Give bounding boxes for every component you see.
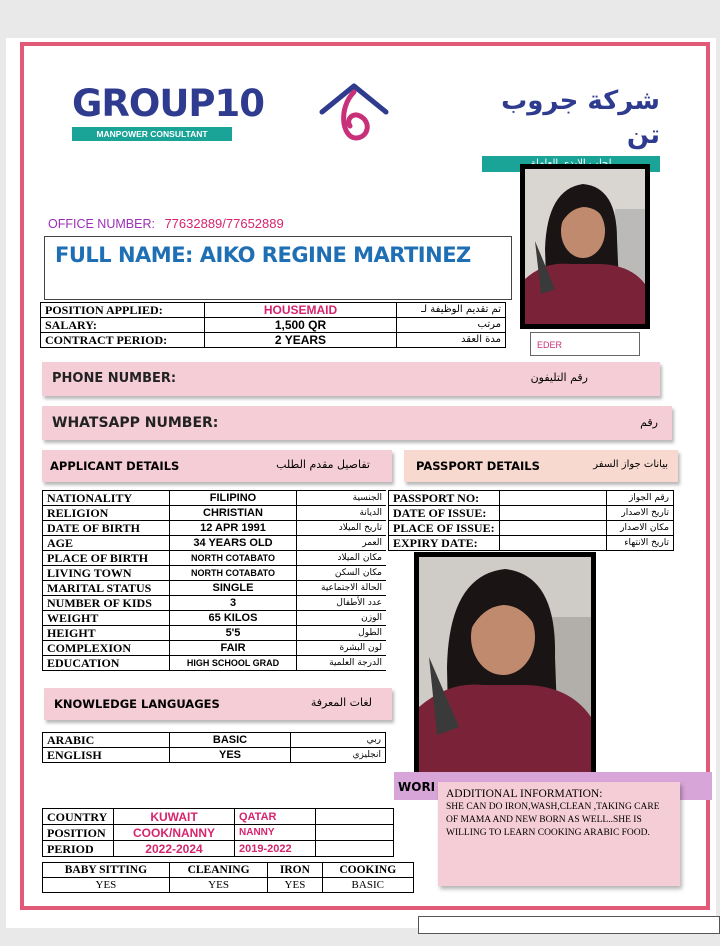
- language-english-ar: انجليزي: [291, 748, 386, 763]
- table-row: [389, 536, 674, 551]
- languages-header: [44, 688, 392, 720]
- additional-info-title: ADDITIONAL INFORMATION:: [446, 788, 603, 800]
- applicant-fullbody-image: [419, 557, 591, 777]
- applicant-value: HIGH SCHOOL GRAD: [170, 656, 297, 671]
- exp-position-1: COOK/NANNY: [114, 825, 235, 841]
- passport-label: EXPIRY DATE:: [389, 536, 500, 551]
- full-name-box: [44, 236, 512, 300]
- skill-iron-label: IRON: [268, 863, 322, 878]
- full-name: FULL NAME: AIKO REGINE MARTINEZ: [55, 243, 471, 267]
- applicant-label: LIVING TOWN: [43, 566, 170, 581]
- applicant-arabic: الوزن: [297, 611, 387, 626]
- language-english-label: ENGLISH: [43, 748, 170, 763]
- stamp-text: EDER: [537, 340, 563, 350]
- exp-empty-cell: [316, 825, 394, 841]
- applicant-arabic: الدرجة العلمية: [297, 656, 387, 671]
- table-row: [43, 733, 386, 748]
- skills-table: [42, 862, 414, 893]
- passport-table: [388, 490, 674, 551]
- applicant-arabic: الحالة الاجتماعية: [297, 581, 387, 596]
- table-row: [43, 641, 387, 656]
- exp-position-2: NANNY: [235, 825, 316, 841]
- applicant-label: DATE OF BIRTH: [43, 521, 170, 536]
- exp-empty-cell: [316, 841, 394, 857]
- applicant-portrait-image: [525, 169, 645, 324]
- table-row: [43, 491, 387, 506]
- applicant-details-arabic: تفاصيل مقدم الطلب: [276, 458, 370, 471]
- footer-empty-box: [418, 916, 720, 934]
- phone-label: PHONE NUMBER:: [52, 371, 177, 386]
- applicant-label: RELIGION: [43, 506, 170, 521]
- passport-value: [500, 521, 607, 536]
- table-row: [43, 748, 386, 763]
- arabic-logo: [470, 84, 660, 150]
- whatsapp-label: WHATSAPP NUMBER:: [52, 415, 219, 431]
- applicant-value: CHRISTIAN: [170, 506, 297, 521]
- logo-group-text: GROUP10: [72, 82, 264, 125]
- applicant-value: NORTH COTABATO: [170, 566, 297, 581]
- table-row: [43, 581, 387, 596]
- table-row: [43, 596, 387, 611]
- language-arabic-label: ARABIC: [43, 733, 170, 748]
- applicant-arabic: مكان السكن: [297, 566, 387, 581]
- phone-arabic: رقم التليفون: [530, 371, 588, 384]
- office-value: 77632889/77652889: [164, 216, 284, 231]
- contract-label: CONTRACT PERIOD:: [41, 333, 205, 348]
- applicant-photo-full: [414, 552, 596, 782]
- applicant-label: WEIGHT: [43, 611, 170, 626]
- skill-iron-value: YES: [268, 878, 322, 893]
- table-row: [41, 303, 506, 318]
- applicant-table: [42, 490, 386, 671]
- applicant-label: EDUCATION: [43, 656, 170, 671]
- logo-group-subtitle: MANPOWER CONSULTANT: [72, 127, 232, 141]
- passport-arabic: مكان الاصدار: [607, 521, 674, 536]
- exp-position-label: POSITION: [43, 825, 114, 841]
- office-number: [48, 216, 284, 231]
- applicant-label: PLACE OF BIRTH: [43, 551, 170, 566]
- table-row: [43, 626, 387, 641]
- table-row: [41, 333, 506, 348]
- experience-table: [42, 808, 394, 857]
- applicant-arabic: لون البشرة: [297, 641, 387, 656]
- applicant-arabic: العمر: [297, 536, 387, 551]
- passport-details-header: [404, 450, 678, 482]
- applicant-arabic: تاريخ الميلاد: [297, 521, 387, 536]
- applicant-label: HEIGHT: [43, 626, 170, 641]
- table-row: [43, 656, 387, 671]
- passport-label: PLACE OF ISSUE:: [389, 521, 500, 536]
- languages-arabic: لغات المعرفة: [310, 696, 372, 709]
- applicant-details-label: APPLICANT DETAILS: [50, 459, 180, 473]
- position-table: [40, 302, 506, 348]
- phone-bar: [42, 362, 660, 396]
- applicant-details-header: [42, 450, 392, 482]
- table-row: [389, 506, 674, 521]
- passport-value: [500, 536, 607, 551]
- whatsapp-bar: [42, 406, 672, 440]
- languages-table: [42, 732, 386, 763]
- applicant-arabic: مكان الميلاد: [297, 551, 387, 566]
- language-arabic-value: BASIC: [170, 733, 291, 748]
- position-arabic: تم تقديم الوظيفة لـ: [397, 303, 506, 318]
- salary-label: SALARY:: [41, 318, 205, 333]
- table-row: [389, 521, 674, 536]
- applicant-value: NORTH COTABATO: [170, 551, 297, 566]
- table-row: [43, 551, 387, 566]
- table-row: [43, 521, 387, 536]
- applicant-value: 65 KILOS: [170, 611, 297, 626]
- office-label: OFFICE NUMBER:: [48, 217, 155, 231]
- passport-value: [500, 491, 607, 506]
- position-value: HOUSEMAID: [205, 303, 397, 318]
- applicant-value: 3: [170, 596, 297, 611]
- company-emblem-icon: [318, 82, 390, 144]
- passport-label: PASSPORT NO:: [389, 491, 500, 506]
- contract-arabic: مدة العقد: [397, 333, 506, 348]
- salary-value: 1,500 QR: [205, 318, 397, 333]
- logo-arabic-main: شركة جروب تن: [501, 86, 660, 150]
- skill-babysitting-label: BABY SITTING: [43, 863, 170, 878]
- table-row: [43, 506, 387, 521]
- applicant-arabic: الجنسية: [297, 491, 387, 506]
- skill-cleaning-value: YES: [169, 878, 268, 893]
- exp-country-1: KUWAIT: [114, 809, 235, 825]
- exp-period-1: 2022-2024: [114, 841, 235, 857]
- applicant-arabic: عدد الأطفال: [297, 596, 387, 611]
- group10-logo: [72, 82, 264, 144]
- applicant-label: COMPLEXION: [43, 641, 170, 656]
- table-row: [43, 841, 394, 857]
- exp-country-2: QATAR: [235, 809, 316, 825]
- passport-details-arabic: بيانات جواز السفر: [593, 459, 668, 470]
- skill-babysitting-value: YES: [43, 878, 170, 893]
- skill-cooking-value: BASIC: [322, 878, 413, 893]
- exp-empty-cell: [316, 809, 394, 825]
- passport-arabic: تاريخ الانتهاء: [607, 536, 674, 551]
- applicant-photo-top: [520, 164, 650, 329]
- applicant-value: SINGLE: [170, 581, 297, 596]
- applicant-label: NUMBER OF KIDS: [43, 596, 170, 611]
- passport-value: [500, 506, 607, 521]
- additional-info-body: SHE CAN DO IRON,WASH,CLEAN ,TAKING CARE OF MAMA AND NEW BORN AS WELL..SHE IS WILLING TO LEARN COOKING ARABIC FOOD.: [446, 802, 660, 838]
- applicant-arabic: الديانة: [297, 506, 387, 521]
- exp-period-2: 2019-2022: [235, 841, 316, 857]
- table-row: [389, 491, 674, 506]
- applicant-label: MARITAL STATUS: [43, 581, 170, 596]
- table-row: [43, 809, 394, 825]
- applicant-value: 5'5: [170, 626, 297, 641]
- table-row: [43, 825, 394, 841]
- whatsapp-arabic: رقم: [640, 416, 658, 429]
- passport-label: DATE OF ISSUE:: [389, 506, 500, 521]
- applicant-value: 12 APR 1991: [170, 521, 297, 536]
- work-tab-label: WORI: [398, 780, 436, 794]
- exp-country-label: COUNTRY: [43, 809, 114, 825]
- position-label: POSITION APPLIED:: [41, 303, 205, 318]
- passport-details-label: PASSPORT DETAILS: [416, 459, 540, 473]
- applicant-label: AGE: [43, 536, 170, 551]
- language-english-value: YES: [170, 748, 291, 763]
- passport-arabic: رقم الجواز: [607, 491, 674, 506]
- table-row: [43, 536, 387, 551]
- table-row: [43, 611, 387, 626]
- salary-arabic: مرتب: [397, 318, 506, 333]
- passport-arabic: تاريخ الاصدار: [607, 506, 674, 521]
- applicant-value: FILIPINO: [170, 491, 297, 506]
- table-row: [41, 318, 506, 333]
- skill-cleaning-label: CLEANING: [169, 863, 268, 878]
- table-row: [43, 863, 414, 878]
- applicant-label: NATIONALITY: [43, 491, 170, 506]
- exp-period-label: PERIOD: [43, 841, 114, 857]
- applicant-value: FAIR: [170, 641, 297, 656]
- language-arabic-ar: ربي: [291, 733, 386, 748]
- contract-value: 2 YEARS: [205, 333, 397, 348]
- skill-cooking-label: COOKING: [322, 863, 413, 878]
- languages-label: KNOWLEDGE LANGUAGES: [54, 697, 220, 711]
- applicant-arabic: الطول: [297, 626, 387, 641]
- stamp-box: [530, 332, 640, 356]
- table-row: [43, 566, 387, 581]
- table-row: [43, 878, 414, 893]
- applicant-value: 34 YEARS OLD: [170, 536, 297, 551]
- additional-info-box: [438, 782, 680, 886]
